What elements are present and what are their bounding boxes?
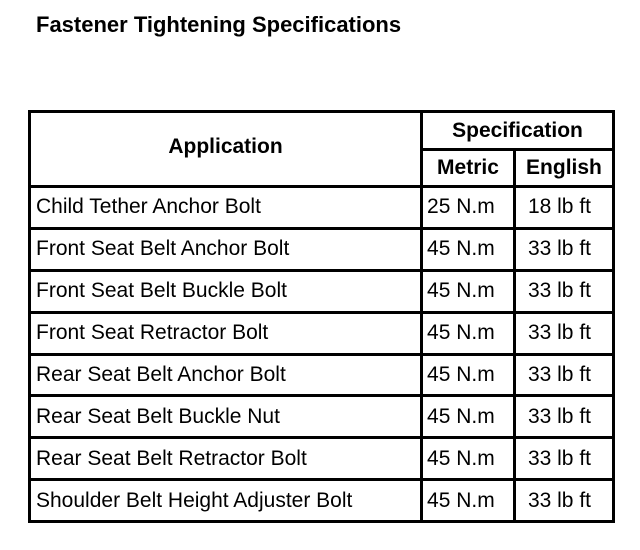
specification-header: Specification — [422, 112, 614, 150]
english-cell: 33 lb ft — [514, 438, 613, 480]
english-cell: 18 lb ft — [514, 187, 613, 229]
table-row — [30, 270, 614, 312]
application-cell: Rear Seat Belt Buckle Nut — [30, 396, 422, 438]
metric-cell: 45 N.m — [422, 396, 515, 438]
table-row — [30, 438, 614, 480]
application-cell: Shoulder Belt Height Adjuster Bolt — [30, 480, 422, 522]
application-header-label: Application — [168, 135, 283, 158]
metric-cell: 45 N.m — [422, 438, 515, 480]
document-title: Fastener Tightening Specifications — [36, 12, 402, 37]
metric-cell: 45 N.m — [422, 480, 515, 522]
table-row — [30, 396, 614, 438]
table-row — [30, 228, 614, 270]
english-cell: 33 lb ft — [514, 228, 613, 270]
metric-cell: 45 N.m — [422, 270, 515, 312]
table-row — [30, 480, 614, 522]
metric-cell: 45 N.m — [422, 228, 515, 270]
table-header-row — [30, 112, 614, 150]
table-row — [30, 354, 614, 396]
english-cell: 33 lb ft — [514, 396, 613, 438]
metric-cell: 45 N.m — [422, 354, 515, 396]
application-cell: Rear Seat Belt Retractor Bolt — [30, 438, 422, 480]
application-cell: Child Tether Anchor Bolt — [30, 187, 422, 229]
application-cell: Rear Seat Belt Anchor Bolt — [30, 354, 422, 396]
metric-cell: 25 N.m — [422, 187, 515, 229]
application-cell: Front Seat Belt Buckle Bolt — [30, 270, 422, 312]
english-cell: 33 lb ft — [514, 312, 613, 354]
english-cell: 33 lb ft — [514, 270, 613, 312]
english-header: English — [514, 150, 613, 187]
english-cell: 33 lb ft — [514, 480, 613, 522]
table-row — [30, 187, 614, 229]
english-cell: 33 lb ft — [514, 354, 613, 396]
application-cell: Front Seat Belt Anchor Bolt — [30, 228, 422, 270]
fastener-spec-table — [28, 110, 615, 523]
metric-cell: 45 N.m — [422, 312, 515, 354]
application-cell: Front Seat Retractor Bolt — [30, 312, 422, 354]
application-header — [30, 112, 422, 187]
table-row — [30, 312, 614, 354]
metric-header: Metric — [422, 150, 515, 187]
